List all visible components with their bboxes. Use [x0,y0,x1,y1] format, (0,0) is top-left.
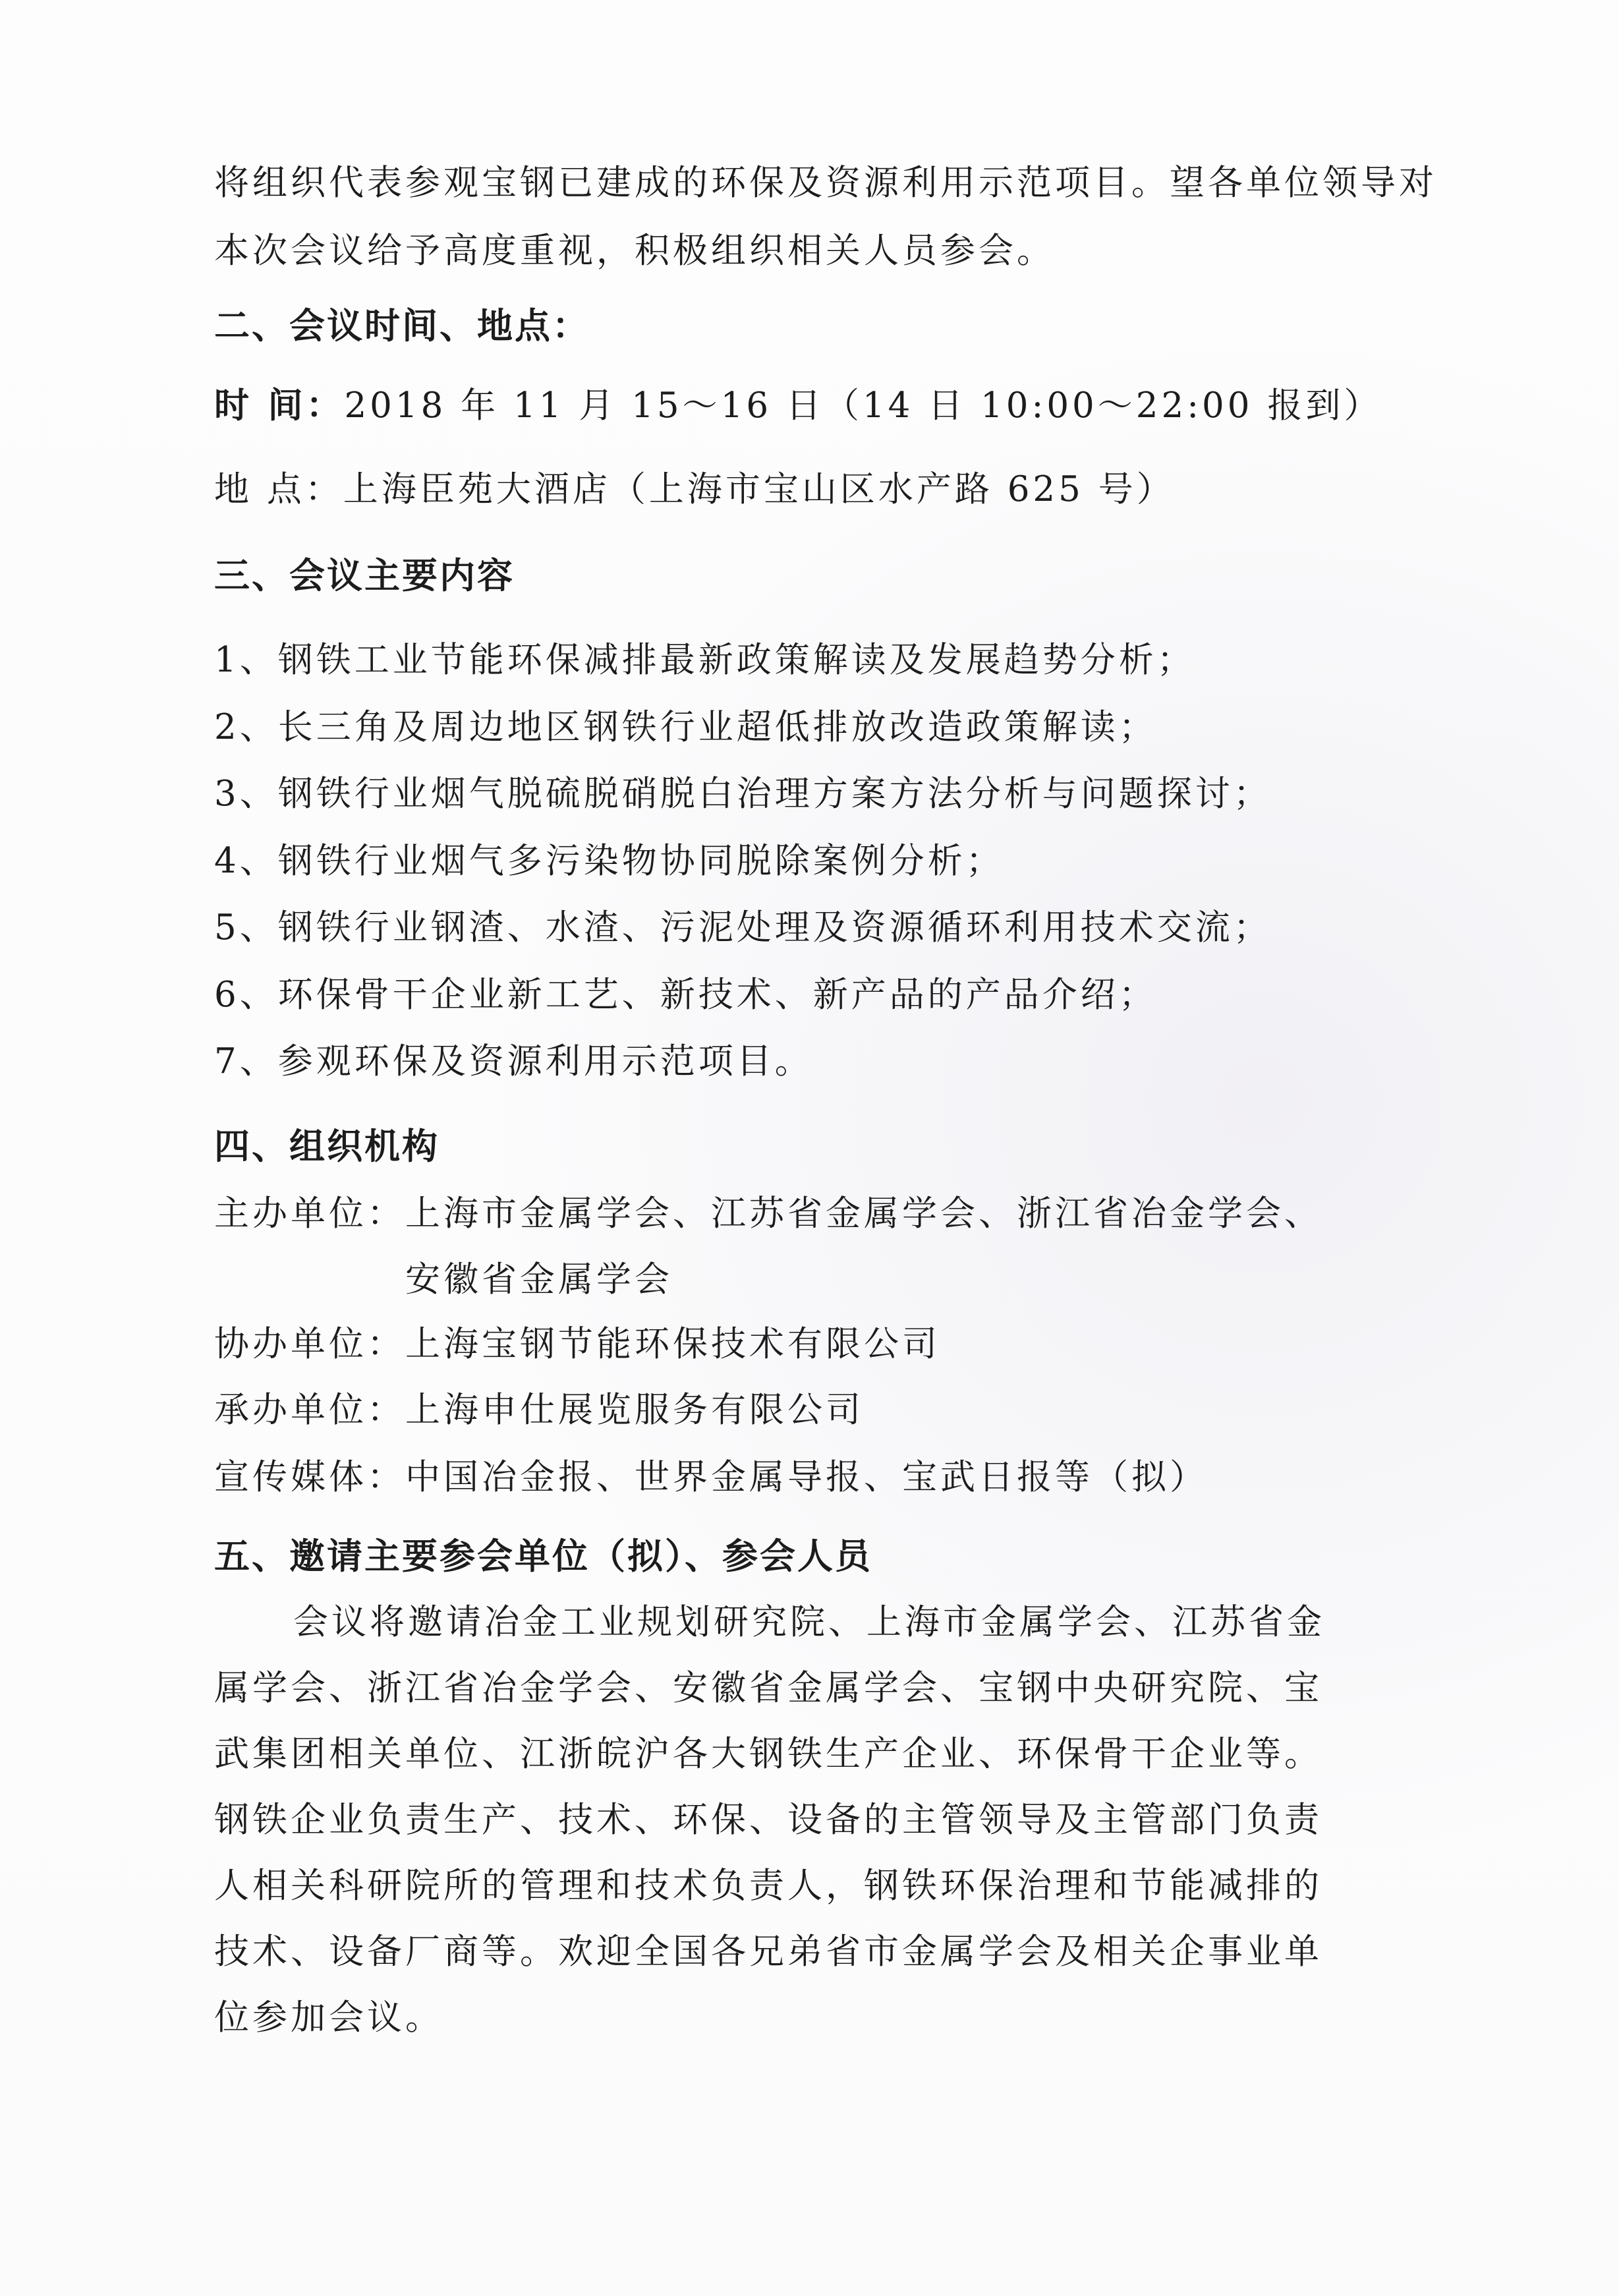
host-label: 主办单位： [214,1193,405,1234]
time-value: 2018 年 11 月 15～16 日（14 日 10:00～22:00 报到） [344,386,1382,426]
para-line-3: 武集团相关单位、江浙皖沪各大钢铁生产企业、环保骨干企业等。 [214,1734,1322,1774]
co-organizer-value: 上海宝钢节能环保技术有限公司 [405,1324,940,1364]
content-item-4: 4、钢铁行业烟气多污染物协同脱除案例分析； [214,841,1004,881]
media-value: 中国冶金报、世界金属导报、宝武日报等（拟） [405,1457,1208,1497]
content-item-3: 3、钢铁行业烟气脱硫脱硝脱白治理方案方法分析与问题探讨； [214,774,1272,814]
media-row [214,1458,1208,1497]
organizer-row [214,1391,864,1430]
place-row [214,470,1175,509]
media-label: 宣传媒体： [214,1457,405,1497]
host-row [214,1194,1322,1234]
para-line-1: 会议将邀请冶金工业规划研究院、上海市金属学会、江苏省金 [293,1602,1325,1642]
section-4-heading: 四、组织机构 [214,1126,440,1167]
section-5-heading: 五、邀请主要参会单位（拟）、参会人员 [214,1535,872,1577]
organizer-value: 上海申仕展览服务有限公司 [405,1390,864,1430]
co-organizer-row [214,1325,940,1364]
content-item-2: 2、长三角及周边地区钢铁行业超低排放改造政策解读； [214,707,1157,747]
organizer-label: 承办单位： [214,1390,405,1430]
intro-line-2: 本次会议给予高度重视，积极组织相关人员参会。 [214,231,1055,271]
para-line-2: 属学会、浙江省冶金学会、安徽省金属学会、宝钢中央研究院、宝 [214,1668,1322,1708]
para-line-5: 人相关科研院所的管理和技术负责人，钢铁环保治理和节能减排的 [214,1866,1322,1906]
para-line-4: 钢铁企业负责生产、技术、环保、设备的主管领导及主管部门负责 [214,1800,1322,1840]
section-2-heading: 二、会议时间、地点： [214,305,590,347]
time-label: 时 间： [214,386,345,426]
host-value-line-2: 安徽省金属学会 [405,1259,673,1300]
content-item-1: 1、钢铁工业节能环保减排最新政策解读及发展趋势分析； [214,640,1195,680]
place-value: 上海臣苑大酒店（上海市宝山区水产路 625 号） [343,469,1175,509]
time-row [214,386,1382,426]
para-line-7: 位参加会议。 [214,1997,443,2038]
content-item-7: 7、参观环保及资源利用示范项目。 [214,1041,813,1081]
host-value-line-1: 上海市金属学会、江苏省金属学会、浙江省冶金学会、 [405,1193,1322,1234]
place-label: 地 点： [214,469,343,509]
para-line-6: 技术、设备厂商等。欢迎全国各兄弟省市金属学会及相关企事业单 [214,1932,1322,1972]
content-item-6: 6、环保骨干企业新工艺、新技术、新产品的产品介绍； [214,975,1157,1015]
co-organizer-label: 协办单位： [214,1324,405,1364]
content-item-5: 5、钢铁行业钢渣、水渣、污泥处理及资源循环利用技术交流； [214,907,1272,948]
intro-line-1: 将组织代表参观宝钢已建成的环保及资源利用示范项目。望各单位领导对 [214,163,1437,203]
section-3-heading: 三、会议主要内容 [214,555,515,596]
